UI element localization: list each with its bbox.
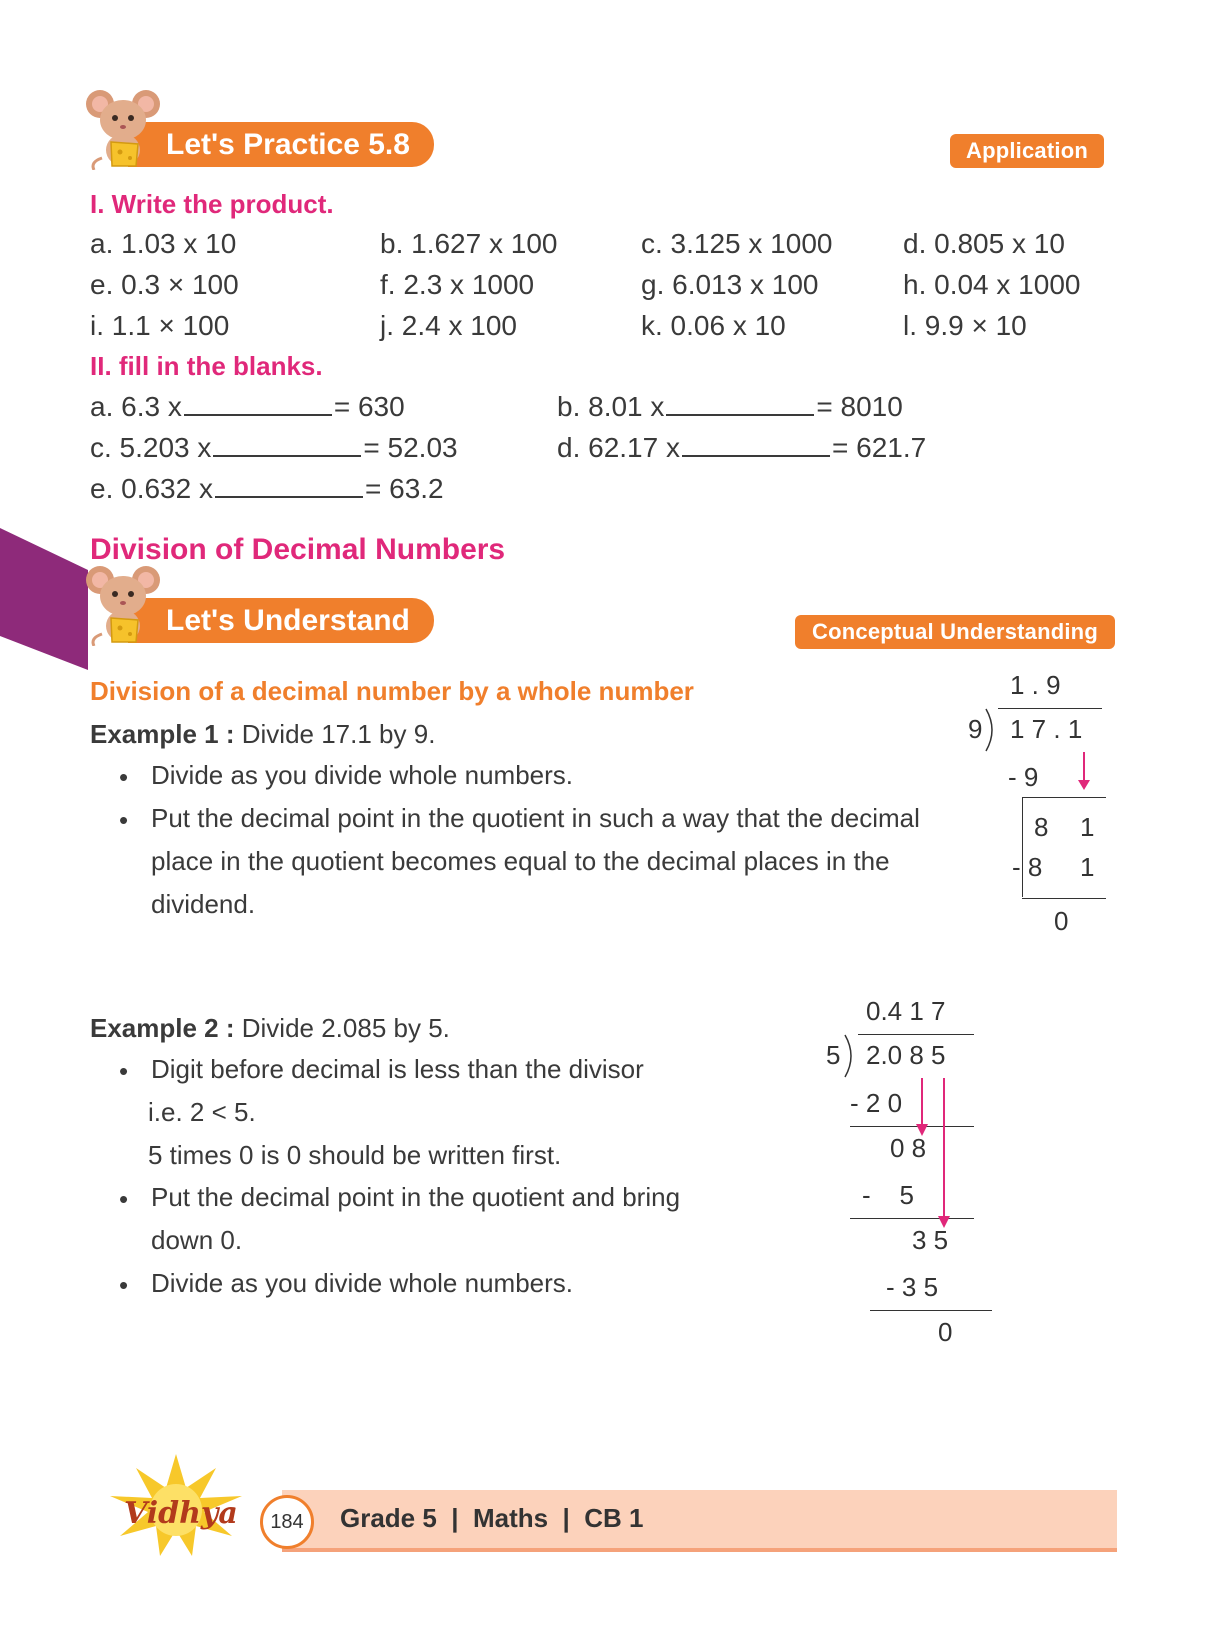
page-number-badge [260,1495,314,1549]
bullet-dot: • [119,1184,129,1214]
example-2-continuation: down 0. [151,1225,243,1255]
division-line [1022,797,1106,798]
example-2-continuation: i.e. 2 < 5. [148,1097,256,1127]
final-remainder: 0 [938,1317,953,1347]
blank-item: b. 8.01 x = 8010 [557,391,903,422]
side-tab-decoration [0,528,90,673]
product-item: h. 0.04 x 1000 [903,269,1081,300]
footer-text: Grade 5 | Maths | CB 1 [340,1503,644,1533]
quotient: 0.4 1 7 [866,996,946,1026]
understand-title: Let's Understand [166,603,410,637]
understand-title-banner [128,598,434,643]
final-remainder: 0 [1054,906,1069,936]
example-2-label: Example 2 : [90,1013,235,1043]
subtract-step: 1 [1080,852,1095,882]
answer-blank[interactable] [215,472,363,498]
section-1-heading: I. Write the product. [90,189,334,219]
example-1-label: Example 1 : [90,719,235,749]
subtract-step: - 3 5 [886,1272,939,1302]
remainder: 3 5 [912,1225,949,1255]
bring-down-arrow [913,1078,931,1138]
example-2-bullet: Digit before decimal is less than the divisor [151,1054,644,1084]
division-heading: Division of Decimal Numbers [90,533,506,566]
product-item: g. 6.013 x 100 [641,269,819,300]
product-item: k. 0.06 x 10 [641,310,786,341]
bring-down-arrow [1076,752,1092,792]
blank-item: e. 0.632 x = 63.2 [90,473,444,504]
example-1-bullet: Divide as you divide whole numbers. [151,760,573,790]
blank-item: a. 6.3 x = 630 [90,391,405,422]
product-item: d. 0.805 x 10 [903,228,1065,259]
example-2-continuation: 5 times 0 is 0 should be written first. [148,1140,562,1170]
product-item: e. 0.3 × 100 [90,269,239,300]
subtract-step: - 8 [1012,852,1043,882]
footer-logo: Vidhya [124,1496,238,1531]
bullet-dot: • [119,762,129,792]
example-2-line [90,1013,450,1044]
remainder: 1 [1080,812,1095,842]
division-bracket [984,708,1000,752]
answer-blank[interactable] [213,431,361,457]
practice-title-banner [128,122,434,167]
example-2-bullet: Divide as you divide whole numbers. [151,1268,573,1298]
section-2-heading: II. fill in the blanks. [90,351,323,381]
practice-title: Let's Practice 5.8 [166,127,410,161]
product-item: b. 1.627 x 100 [380,228,558,259]
division-bar [858,1034,974,1035]
divisor: 9 [968,714,983,744]
product-item: c. 3.125 x 1000 [641,228,833,259]
example-2-text: Divide 2.085 by 5. [241,1013,450,1043]
mouse-mascot-icon [84,86,162,170]
division-line [850,1218,974,1219]
bullet-dot: • [119,1056,129,1086]
example-1-text: Divide 17.1 by 9. [241,719,436,749]
page-number: 184 [270,1510,304,1533]
bullet-dot: • [119,1270,129,1300]
division-bracket [843,1034,859,1078]
division-bar [998,708,1102,709]
product-item: l. 9.9 × 10 [903,310,1027,341]
mouse-mascot-icon [84,562,162,646]
division-line [870,1310,992,1311]
subtract-step: - 9 [1008,762,1039,792]
answer-blank[interactable] [682,431,830,457]
subheading: Division of a decimal number by a whole number [90,676,694,706]
product-item: i. 1.1 × 100 [90,310,230,341]
subtract-step: - 2 0 [850,1088,903,1118]
remainder: 8 [1034,812,1049,842]
subtract-step: - 5 [862,1180,915,1210]
product-item: j. 2.4 x 100 [380,310,517,341]
division-line [850,1126,974,1127]
division-line [1022,898,1106,899]
product-item: a. 1.03 x 10 [90,228,237,259]
example-1-bullet: Put the decimal point in the quotient in such a way that the decimal place in the quotient becomes equal to the decimal places in the dividend. [151,803,920,919]
example-1-line [90,719,435,750]
example-2-bullet: Put the decimal point in the quotient and bring [151,1182,681,1212]
conceptual-understanding-tag: Conceptual Understanding [795,615,1115,649]
bullet-dot: • [119,805,129,835]
bring-down-arrow [935,1078,953,1230]
dividend: 1 7 . 1 [1010,714,1083,744]
dividend: 2.0 8 5 [866,1040,946,1070]
quotient: 1 . 9 [1010,670,1061,700]
product-item: f. 2.3 x 1000 [380,269,535,300]
blank-item: d. 62.17 x = 621.7 [557,432,927,463]
answer-blank[interactable] [184,390,332,416]
application-tag: Application [950,134,1104,168]
divisor: 5 [826,1040,841,1070]
answer-blank[interactable] [666,390,814,416]
remainder: 0 8 [890,1133,927,1163]
blank-item: c. 5.203 x = 52.03 [90,432,458,463]
